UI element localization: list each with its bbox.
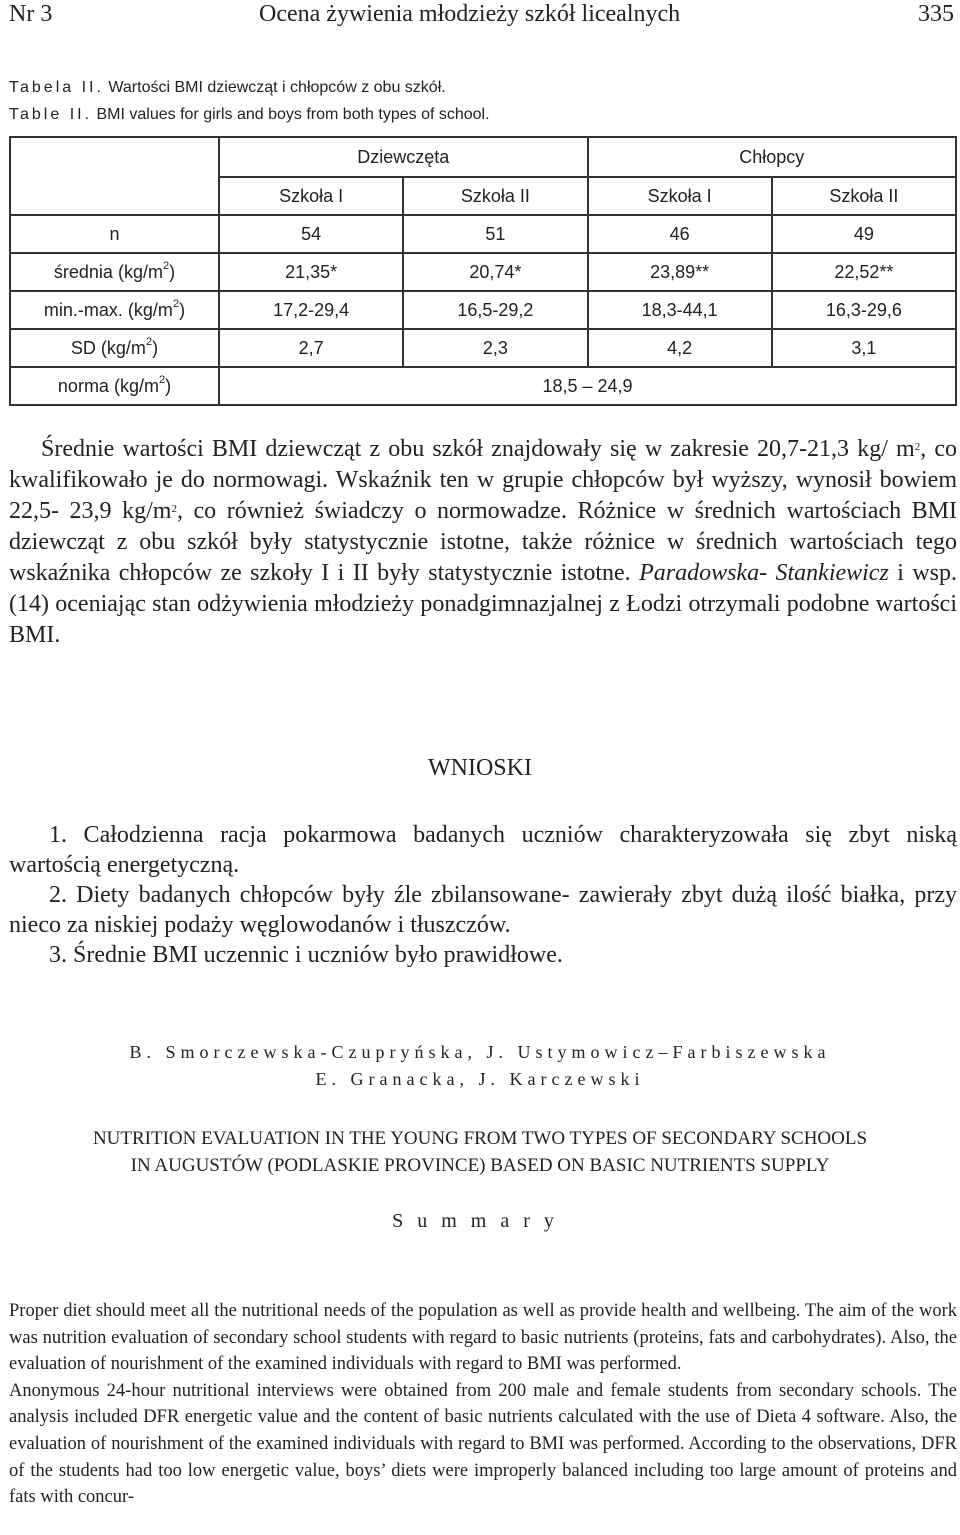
conclusion-item: 1. Całodzienna racja pokarmowa badanych uczniów charakteryzowała się zbyt niską wartością energetyczną. (9, 822, 957, 878)
table-cell: 54 (219, 215, 403, 253)
table-cell: 17,2-29,4 (219, 291, 403, 329)
table-row (10, 329, 956, 367)
english-title-line: NUTRITION EVALUATION IN THE YOUNG FROM TWO TYPES OF SECONDARY SCHOOLS (92, 1128, 868, 1149)
english-title-line: IN AUGUSTÓW (PODLASKIE PROVINCE) BASED ON BASIC NUTRIENTS SUPPLY (130, 1155, 830, 1176)
table-cell: 3,1 (772, 329, 956, 367)
table-row (10, 215, 956, 253)
table-cell: 18,3-44,1 (588, 291, 772, 329)
row-label-text: norma (kg/m (57, 375, 159, 396)
unit-superscript: 2 (162, 259, 170, 272)
unit-superscript: 2 (158, 373, 166, 386)
table-cell: 49 (772, 215, 956, 253)
row-label-paren: ) (152, 337, 159, 358)
text-run: , co kwalifikowało je do normowagi. Wskaźnik ten w grupie chłopców był wyższy, wynosił bowiem 22,5- 23,9 kg/m (9, 436, 957, 524)
table-caption-pl (9, 79, 446, 97)
row-label (10, 291, 219, 329)
conclusion-item: 2. Diety badanych chłopców były źle zbilansowane- zawierały zbyt dużą ilość białka, przy nieco za niskiej podaży węglowodanów i tłuszczów. (9, 882, 957, 938)
table-row (10, 253, 956, 291)
row-label (10, 215, 219, 253)
row-label-paren: ) (169, 261, 176, 282)
discussion-text (9, 434, 957, 651)
table-cell: 4,2 (588, 329, 772, 367)
table-cell: 46 (588, 215, 772, 253)
summary-heading: Summary (392, 1210, 568, 1232)
table-cell: 16,3-29,6 (772, 291, 956, 329)
authors-line: E. Granacka, J. Karczewski (315, 1069, 645, 1089)
cited-author: Paradowska- Stankiewicz (639, 560, 889, 586)
summary-abstract (9, 1298, 957, 1511)
subheader-cell: Szkoła I (219, 177, 403, 215)
running-title: Ocena żywienia młodzieży szkół licealnych (259, 1, 681, 27)
subheader-cell: Szkoła II (772, 177, 956, 215)
table-cell: 20,74* (403, 253, 587, 291)
table-corner-cell (10, 137, 219, 215)
table-cell: 2,7 (219, 329, 403, 367)
english-title (0, 1125, 960, 1179)
table-caption-text: Wartości BMI dziewcząt i chłopców z obu szkół. (108, 79, 446, 96)
bmi-table (9, 136, 957, 406)
table-caption-tag: Tabela II. (9, 79, 104, 96)
row-label-text: min.-max. (kg/m (43, 299, 173, 320)
table-cell: 21,35* (219, 253, 403, 291)
abstract-paragraph: Anonymous 24-hour nutritional interviews were obtained from 200 male and female students from secondary schools. The analysis included DFR energetic value and the content of basic nutrients calculated with the use of Dieta 4 software. Also, the evaluation of nourishment of the examined individuals with regard to BMI was performed. According to the observations, DFR of the students had too low energetic value, boys’ diets were improperly balanced including too large amount of proteins and fats with concur- (9, 1380, 957, 1508)
table-row-norm (10, 367, 956, 405)
table-cell: 22,52** (772, 253, 956, 291)
conclusions-heading: WNIOSKI (428, 755, 532, 781)
abstract-paragraph: Proper diet should meet all the nutritional needs of the population as well as provide health and wellbeing. The aim of the work was nutrition evaluation of secondary school students with regard to basic nutrients (proteins, fats and carbohydrates). Also, the evaluation of nourishment of the examined individuals with regard to BMI was performed. (9, 1301, 957, 1375)
row-label-paren: ) (165, 375, 172, 396)
table-group-header-row (10, 137, 956, 177)
group-header-boys: Chłopcy (588, 137, 957, 177)
row-label-text: n (109, 223, 120, 244)
row-label (10, 329, 219, 367)
subheader-cell: Szkoła II (403, 177, 587, 215)
unit-superscript: 2 (145, 335, 153, 348)
table-cell: 2,3 (403, 329, 587, 367)
unit-superscript: 2 (172, 297, 180, 310)
running-header (0, 0, 960, 32)
text-run: Średnie wartości BMI dziewcząt z obu szkół znajdowały się w zakresie 20,7-21,3 kg/ m (41, 436, 915, 462)
conclusions-list (9, 820, 957, 970)
norm-range-cell: 18,5 – 24,9 (219, 367, 956, 405)
table-cell: 23,89** (588, 253, 772, 291)
authors-line: B. Smorczewska-Czupryńska, J. Ustymowicz–Farbiszewska (129, 1042, 831, 1062)
group-header-girls: Dziewczęta (219, 137, 588, 177)
text-run: i wsp. (14) oceniając stan odżywienia młodzieży ponadgimnazjalnej z Łodzi otrzymali podobne wartości BMI. (9, 560, 957, 648)
table-cell: 51 (403, 215, 587, 253)
conclusion-item: 3. Średnie BMI uczennic i uczniów było prawidłowe. (49, 942, 563, 968)
table-caption-en (9, 106, 490, 124)
discussion-paragraph (9, 434, 957, 651)
table-row (10, 291, 956, 329)
row-label-paren: ) (179, 299, 186, 320)
unit-superscript: 2 (171, 503, 177, 515)
row-label (10, 253, 219, 291)
row-label-text: SD (kg/m (70, 337, 146, 358)
text-run: , co również świadczy o normowadze. Różnice w średnich wartościach BMI dziewcząt z obu szkół były statystycznie istotne, także różnice w średnich wartościach tego wskaźnika chłopców ze szkoły I i II były statystycznie istotne. (9, 498, 957, 586)
issue-number: Nr 3 (9, 1, 53, 27)
table-cell: 16,5-29,2 (403, 291, 587, 329)
table-caption-text: BMI values for girls and boys from both types of school. (96, 106, 490, 123)
unit-superscript: 2 (914, 441, 921, 453)
table-caption-tag: Table II. (9, 106, 93, 123)
page-number: 335 (918, 1, 954, 27)
subheader-cell: Szkoła I (588, 177, 772, 215)
row-label-text: średnia (kg/m (53, 261, 163, 282)
row-label (10, 367, 219, 405)
